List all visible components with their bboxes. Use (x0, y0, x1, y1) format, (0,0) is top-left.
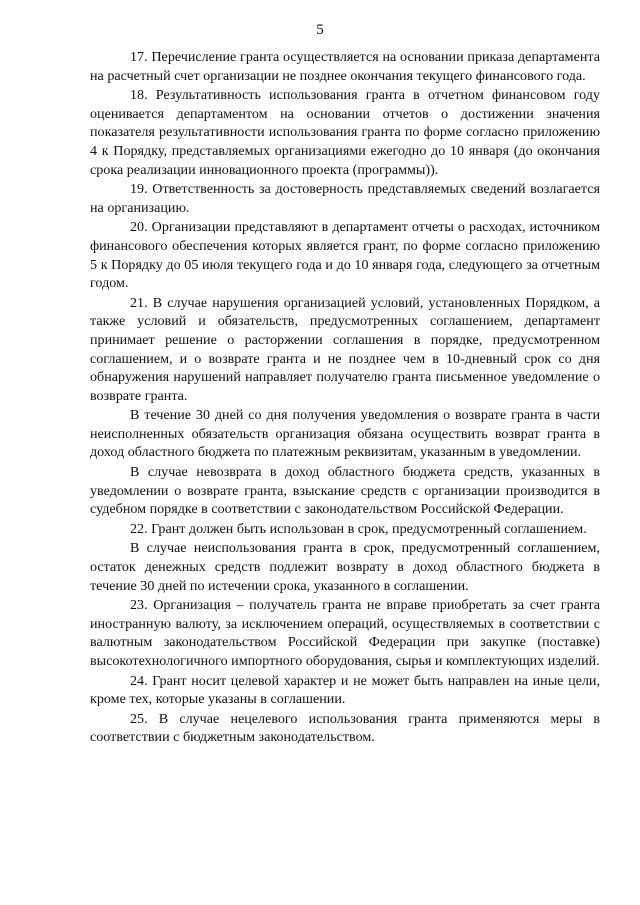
paragraph-21-refund-period: В течение 30 дней со дня получения уведомления о возврате гранта в части неисполненных обязательств организация обязана осуществить возврат гранта в доход областного бюджета по платежным реквизитам, указанным в уведомлении. (90, 407, 600, 461)
paragraph-22: 22. Грант должен быть использован в срок, предусмотренный соглашением. (130, 520, 587, 537)
paragraph-20: 20. Организации представляют в департамент отчеты о расходах, источником финансового обеспечения которых является грант, по форме согласно приложению 5 к Порядку до 05 июля текущего года и до 10 января года, следующего за отчетным годом. (90, 219, 600, 292)
document-body (90, 48, 600, 747)
paragraph-22-unused-funds: В случае неиспользования гранта в срок, предусмотренный соглашением, остаток денежных средств подлежит возврату в доход областного бюджета в течение 30 дней по истечении срока, указанного в соглашении. (90, 540, 600, 594)
paragraph-19: 19. Ответственность за достоверность представляемых сведений возлагается на организацию. (90, 181, 600, 216)
paragraph-17: 17. Перечисление гранта осуществляется на основании приказа департамента на расчетный счет организации не позднее окончания текущего финансового года. (90, 49, 600, 84)
paragraph-24: 24. Грант носит целевой характер и не может быть направлен на иные цели, кроме тех, которые указаны в соглашении. (90, 672, 600, 708)
paragraph-21-non-return: В случае невозврата в доход областного бюджета средств, указанных в уведомлении о возврате гранта, взыскание средств с организации производится в судебном порядке в соответствии с законодательством Российской Федерации. (90, 464, 600, 518)
paragraph-25: 25. В случае нецелевого использования гранта применяются меры в соответствии с бюджетным законодательством. (90, 710, 600, 746)
paragraph-21: 21. В случае нарушения организацией условий, установленных Порядком, а также условий и обязательств, предусмотренных соглашением, департамент принимает решение о расторжении соглашения в порядке, предусмотренном соглашением, и о возврате гранта и не позднее чем в 10-дневный срок со дня обнаружения нарушений направляет получателю гранта письменное уведомление о возврате гранта. (90, 294, 600, 404)
paragraph-18: 18. Результативность использования гранта в отчетном финансовом году оценивается департаментом на основании отчетов о достижении значения показателя результативности использования гранта по форме согласно приложению 4 к Порядку, представляемых организациями ежегодно до 10 января (до окончания срока реализации инновационного проекта (программы)). (90, 87, 600, 178)
page-number: 5 (316, 22, 324, 38)
paragraph-23: 23. Организация – получатель гранта не вправе приобретать за счет гранта иностранную валюту, за исключением операций, осуществляемых в соответствии с валютным законодательством Российской Федерации при закупке (поставке) высокотехнологичного импортного оборудования, сырья и комплектующих изделий. (90, 597, 600, 669)
